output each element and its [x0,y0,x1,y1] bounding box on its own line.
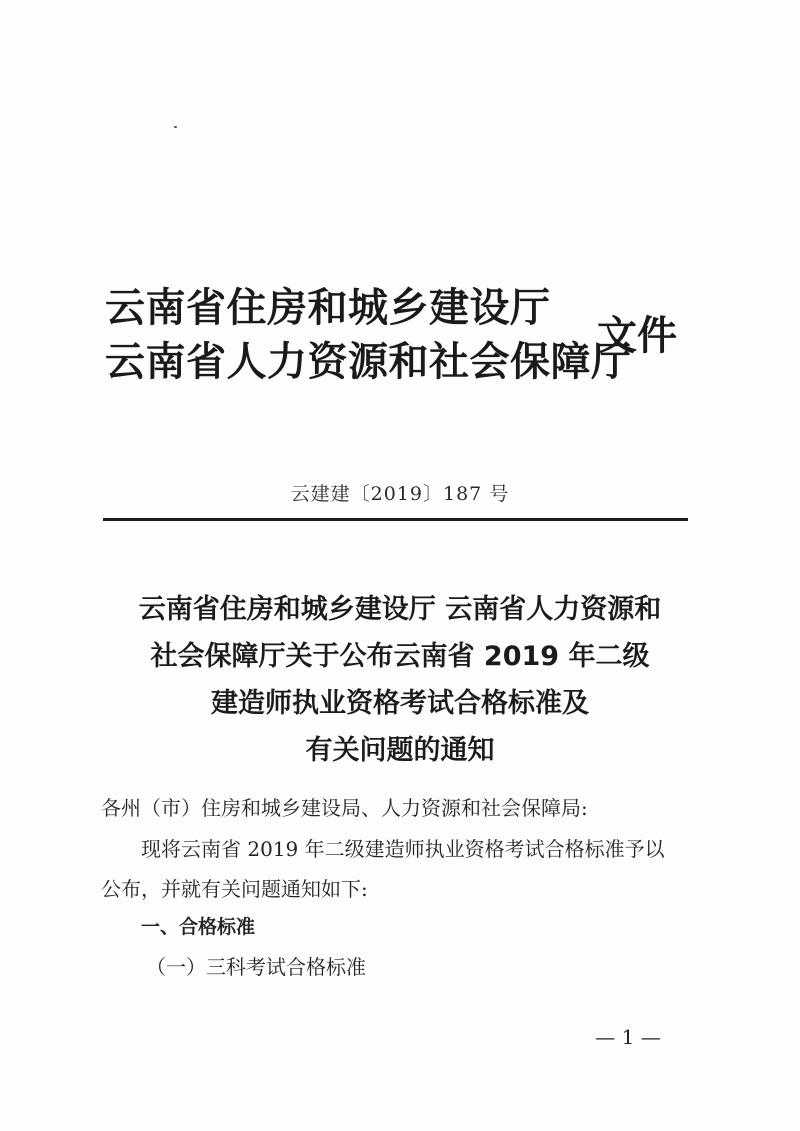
scan-speck [174,126,177,128]
title-line: 有关问题的通知 [305,735,495,766]
page-number: — 1 — [595,1025,661,1049]
salutation: 各州（市）住房和城乡建设局、人力资源和社会保障局: [101,796,588,820]
title-line: 云南省住房和城乡建设厅 云南省人力资源和 [138,594,662,625]
issuer-header [105,278,725,408]
issuer-suffix: 文件 [597,313,677,359]
section-heading: 一、合格标准 [141,916,256,938]
document-title [0,586,800,774]
section-subheading: （一）三科考试合格标准 [146,955,366,979]
header-divider [103,518,688,521]
paragraph-line: 公布，并就有关问题通知如下: [101,877,368,901]
issuer-line-hr: 云南省人力资源和社会保障厅 [105,339,632,385]
issuer-line-housing: 云南省住房和城乡建设厅 [105,285,551,331]
document-number: 云建建〔2019〕187 号 [290,483,510,505]
paragraph-line: 现将云南省 2019 年二级建造师执业资格考试合格标准予以 [141,837,665,861]
title-line: 社会保障厅关于公布云南省 2019 年二级 [150,641,650,672]
title-line: 建造师执业资格考试合格标准及 [211,688,589,719]
